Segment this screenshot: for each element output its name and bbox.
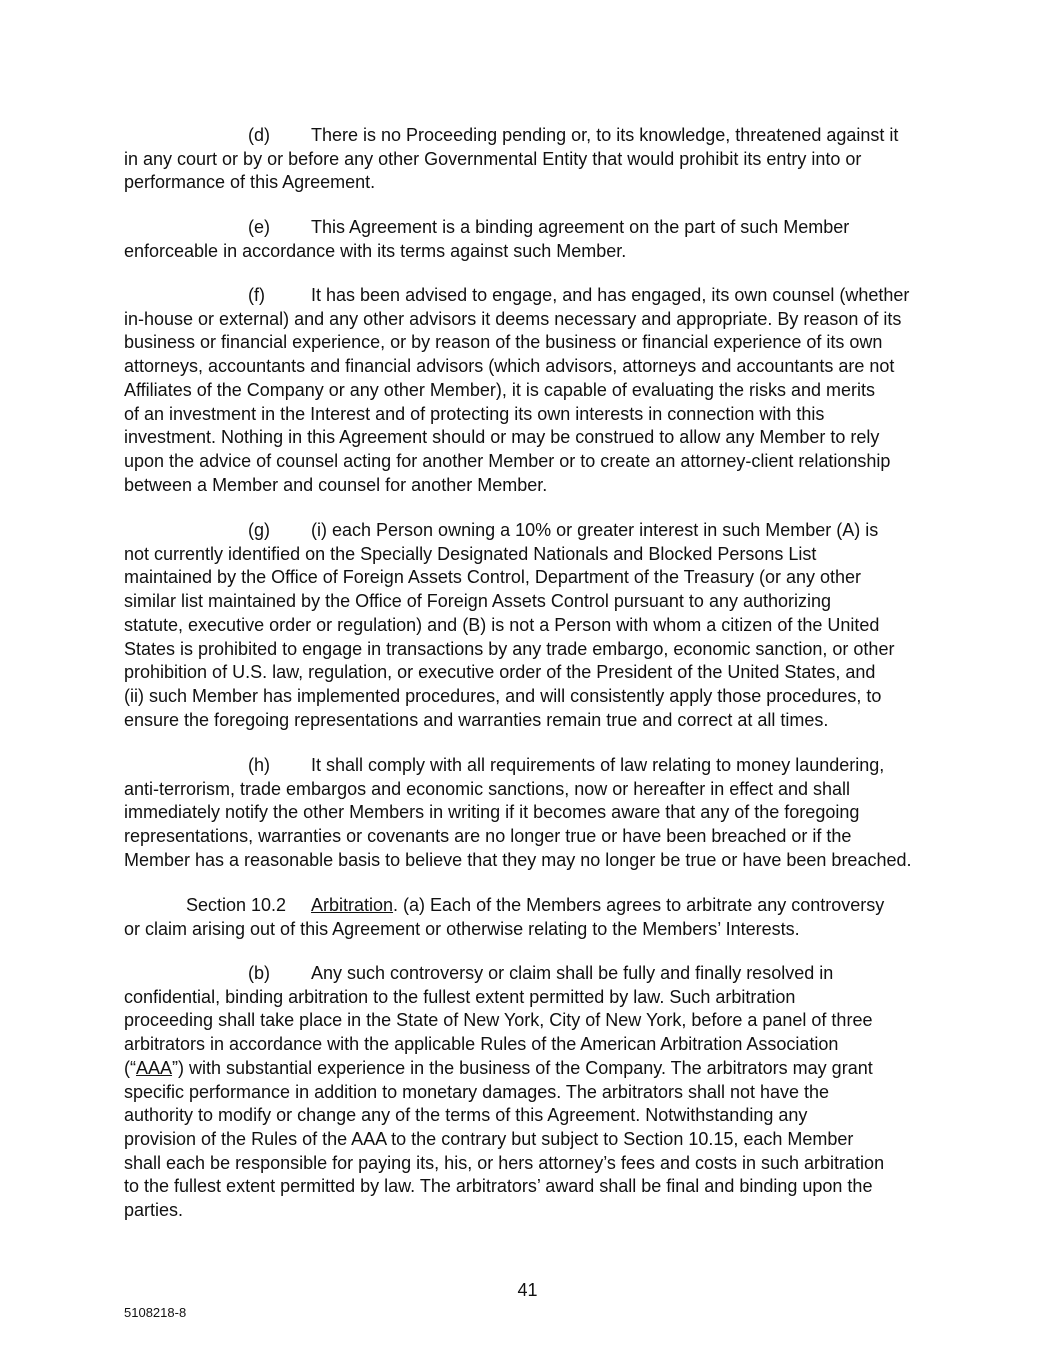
- paragraph-f: [124, 284, 932, 497]
- paragraph-text: confidential, binding arbitration to the fullest extent permitted by law. Such arbitration: [124, 986, 796, 1007]
- paragraph-text: proceeding shall take place in the State of New York, City of New York, before a panel of three: [124, 1010, 873, 1031]
- document-id: 5108218-8: [124, 1305, 187, 1320]
- paragraph-h: [124, 754, 932, 873]
- paragraph-text: business or financial experience, or by reason of the business or financial experience of its own: [124, 332, 883, 353]
- paragraph-text: enforceable in accordance with its terms against such Member.: [124, 240, 627, 261]
- paragraph-text: of an investment in the Interest and of protecting its own interests in connection with this: [124, 403, 825, 424]
- paragraph-label: (f): [248, 285, 265, 305]
- paragraph-e: [124, 216, 932, 263]
- paragraph-d: [124, 124, 932, 195]
- paragraph-text: or claim arising out of this Agreement or otherwise relating to the Members’ Interests.: [124, 918, 800, 939]
- paragraph-text: authority to modify or change any of the terms of this Agreement. Notwithstanding any: [124, 1105, 808, 1126]
- paragraph-text: There is no Proceeding pending or, to its knowledge, threatened against it: [311, 125, 899, 145]
- paragraph-label: (h): [248, 755, 270, 775]
- defined-term: AAA: [136, 1057, 173, 1078]
- paragraph-text: statute, executive order or regulation) and (B) is not a Person with whom a citizen of the United: [124, 614, 880, 635]
- paragraph-text: This Agreement is a binding agreement on the part of such Member: [311, 217, 850, 237]
- paragraph-text: (ii) such Member has implemented procedures, and will consistently apply those procedures, to: [124, 685, 882, 706]
- paragraph-text: between a Member and counsel for another Member.: [124, 474, 548, 495]
- paragraph-text: ”) with substantial experience in the business of the Company. The arbitrators may grant: [172, 1057, 873, 1078]
- paragraph-text: . (a) Each of the Members agrees to arbitrate any controversy: [393, 895, 885, 915]
- paragraph-text: ensure the foregoing representations and warranties remain true and correct at all times.: [124, 709, 829, 730]
- paragraph-b: [124, 962, 932, 1223]
- paragraph-text: representations, warranties or covenants are no longer true or have been breached or if the: [124, 826, 852, 847]
- paragraph-label: (b): [248, 963, 270, 983]
- section-label: Section 10.2: [186, 895, 287, 915]
- paragraph-text: Member has a reasonable basis to believe that they may no longer be true or have been breached.: [124, 849, 912, 870]
- paragraph-text: parties.: [124, 1200, 184, 1221]
- paragraph-text: (“: [124, 1057, 136, 1078]
- paragraph-text: arbitrators in accordance with the applicable Rules of the American Arbitration Association: [124, 1034, 839, 1055]
- paragraph-text: to the fullest extent permitted by law. The arbitrators’ award shall be final and binding upon the: [124, 1176, 873, 1197]
- paragraph-label: (g): [248, 520, 270, 540]
- paragraph-text: States is prohibited to engage in transactions by any trade embargo, economic sanction, or other: [124, 638, 895, 659]
- paragraph-g: [124, 519, 932, 732]
- paragraph-text: Any such controversy or claim shall be fully and finally resolved in: [311, 963, 834, 983]
- paragraph-label: (d): [248, 125, 270, 145]
- page-number: 41: [517, 1280, 538, 1300]
- paragraph-text: in-house or external) and any other advisors it deems necessary and appropriate. By reason of its: [124, 308, 902, 329]
- paragraph-text: performance of this Agreement.: [124, 172, 376, 193]
- paragraph-text: in any court or by or before any other Governmental Entity that would prohibit its entry into or: [124, 148, 862, 169]
- paragraph-text: not currently identified on the Specially Designated Nationals and Blocked Persons List: [124, 543, 817, 564]
- paragraph-text: shall each be responsible for paying its, his, or hers attorney’s fees and costs in such arbitration: [124, 1152, 885, 1173]
- paragraph-label: (e): [248, 217, 270, 237]
- section-10-2: [124, 894, 932, 941]
- paragraph-text: It has been advised to engage, and has engaged, its own counsel (whether: [311, 285, 910, 305]
- paragraph-text: investment. Nothing in this Agreement should or may be construed to allow any Member to rely: [124, 427, 880, 448]
- paragraph-text: similar list maintained by the Office of Foreign Assets Control pursuant to any authorizing: [124, 591, 832, 612]
- paragraph-text: specific performance in addition to monetary damages. The arbitrators shall not have the: [124, 1081, 830, 1102]
- paragraph-text: immediately notify the other Members in writing if it becomes aware that any of the foregoing: [124, 802, 860, 823]
- paragraph-text: upon the advice of counsel acting for another Member or to create an attorney-client relationship: [124, 450, 891, 471]
- paragraph-text: Affiliates of the Company or any other Member), it is capable of evaluating the risks and merits: [124, 379, 876, 400]
- section-title: Arbitration: [311, 895, 394, 915]
- paragraph-text: It shall comply with all requirements of law relating to money laundering,: [311, 755, 885, 775]
- paragraph-text: provision of the Rules of the AAA to the contrary but subject to Section 10.15, each Member: [124, 1128, 854, 1149]
- paragraph-text: (i) each Person owning a 10% or greater interest in such Member (A) is: [311, 520, 879, 540]
- paragraph-text: anti-terrorism, trade embargos and economic sanctions, now or hereafter in effect and shall: [124, 778, 851, 799]
- paragraph-text: attorneys, accountants and financial advisors (which advisors, attorneys and accountants are not: [124, 356, 895, 377]
- paragraph-text: prohibition of U.S. law, regulation, or executive order of the President of the United States, and: [124, 662, 876, 683]
- paragraph-text: maintained by the Office of Foreign Assets Control, Department of the Treasury (or any other: [124, 567, 862, 588]
